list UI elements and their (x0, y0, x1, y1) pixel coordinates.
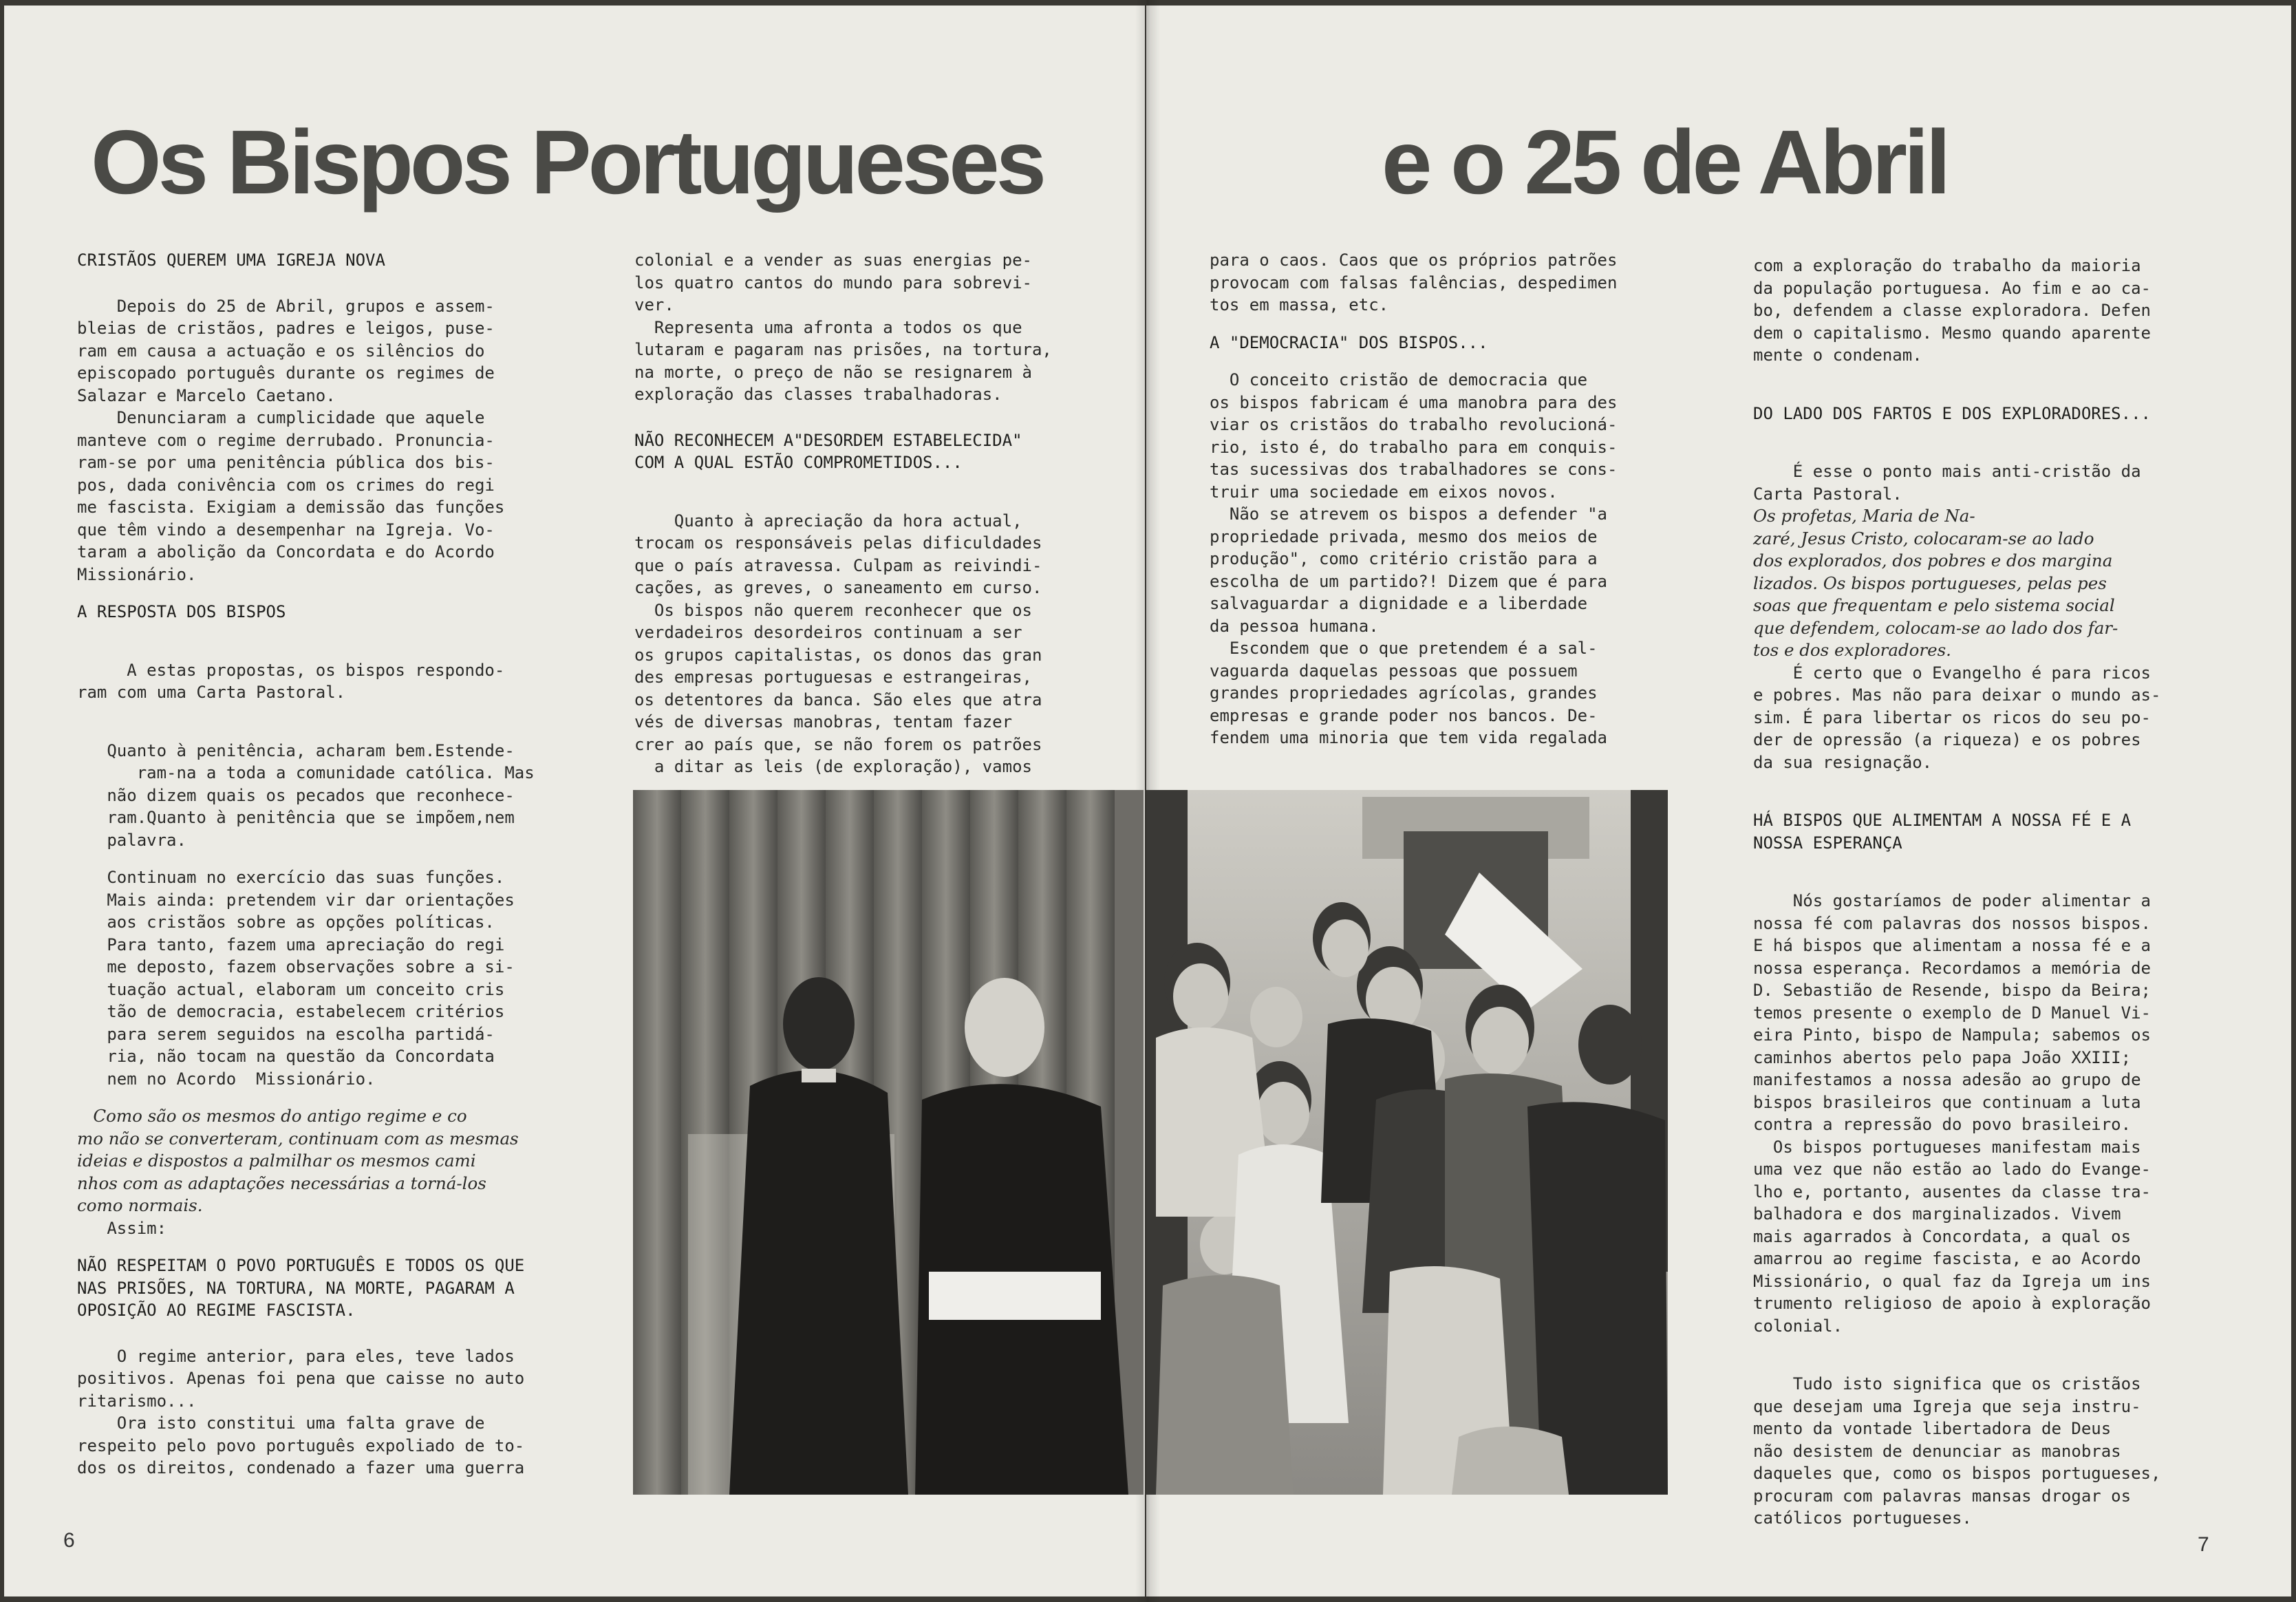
text-line: nossa esperança. Recordamos a memória de (1753, 958, 2151, 978)
text-line: ram-na a toda a comunidade católica. Mas (77, 763, 535, 782)
paragraph (1210, 503, 1677, 637)
text-line: É esse o ponto mais anti-cristão da (1753, 462, 2141, 481)
text-line: e pobres. Mas não para deixar o mundo as- (1753, 685, 2161, 705)
paragraph (634, 317, 1130, 406)
paragraph (77, 866, 586, 1090)
section-heading (1210, 332, 1677, 354)
text-line: respeito pelo povo português expoliado de to- (77, 1435, 525, 1455)
spacer (77, 586, 586, 601)
text-line: DO LADO DOS FARTOS E DOS EXPLORADORES... (1753, 403, 2151, 423)
text-line: D. Sebastião de Resende, bispo da Beira; (1753, 981, 2151, 1000)
text-line: ram.Quanto à penitência que se impõem,nem (77, 808, 515, 827)
text-line: episcopado português durante os regimes de (77, 363, 495, 383)
text-line: Escondem que o que pretendem é a sal- (1210, 639, 1598, 658)
text-line: OPOSIÇÃO AO REGIME FASCISTA. (77, 1301, 356, 1320)
title-right: e o 25 de Abril (1382, 111, 1948, 213)
text-line: Carta Pastoral. (1753, 484, 1902, 504)
paragraph (1753, 662, 2235, 774)
text-line: lutaram e pagaram nas prisões, na tortura, (634, 340, 1052, 359)
spacer (1753, 1337, 2235, 1373)
paragraph (1210, 249, 1677, 317)
text-line: bispos brasileiros que continuam a luta (1753, 1092, 2141, 1112)
text-line: tos e dos exploradores. (1753, 640, 1951, 660)
text-line: O conceito cristão de democracia que (1210, 370, 1588, 389)
text-line: ritarismo... (77, 1391, 197, 1411)
paragraph (1753, 1373, 2235, 1530)
text-line: E há bispos que alimentam a nossa fé e a (1753, 936, 2151, 955)
paragraph (1753, 255, 2235, 367)
text-line: grandes propriedades agrícolas, grandes (1210, 683, 1598, 703)
text-line: ram com uma Carta Pastoral. (77, 683, 346, 702)
text-line: HÁ BISPOS QUE ALIMENTAM A NOSSA FÉ E A (1753, 811, 2132, 830)
text-line: É certo que o Evangelho é para ricos (1753, 663, 2151, 683)
text-line: caminhos abertos pelo papa João XXIII; (1753, 1047, 2132, 1067)
spacer (77, 272, 586, 295)
text-line: não dizem quais os pecados que reconhece- (77, 785, 515, 805)
text-line: mais agarrados à Concordata, a qual os (1753, 1226, 2132, 1246)
text-line: salvaguardar a dignidade e a liberdade (1210, 594, 1588, 613)
text-line: nhos com as adaptações necessárias a torná-los (77, 1173, 486, 1193)
text-line: Denunciaram a cumplicidade que aquele (77, 408, 485, 427)
paragraph (77, 740, 586, 852)
text-line: NÃO RECONHECEM A"DESORDEM ESTABELECIDA" (634, 430, 1022, 450)
text-line: que têm vindo a desempenhar na Igreja. Vo- (77, 520, 495, 540)
spacer (77, 623, 586, 659)
text-line: para serem seguidos na escolha partidá- (77, 1024, 495, 1044)
text-line: soas que frequentam e pelo sistema social (1753, 595, 2115, 615)
paragraph (634, 510, 1130, 599)
text-line: empresas e grande poder nos bancos. De- (1210, 705, 1598, 725)
spacer (77, 1090, 586, 1105)
text-line: NÃO RESPEITAM O POVO PORTUGUÊS E TODOS OS QUE (77, 1256, 525, 1275)
text-line: bleias de cristãos, padres e leigos, puse- (77, 319, 495, 338)
text-line: da população portuguesa. Ao fim e ao ca- (1753, 278, 2151, 298)
text-line: trocam os responsáveis pelas dificuldades (634, 533, 1042, 553)
title-left: Os Bispos Portugueses (91, 111, 1044, 213)
paragraph (1210, 369, 1677, 503)
text-line: que defendem, colocam-se ao lado dos far- (1753, 617, 2118, 638)
text-line: Missionário. (77, 564, 197, 584)
paragraph (1753, 890, 2235, 1136)
text-line: palavra. (77, 830, 186, 850)
spacer (1210, 317, 1677, 332)
text-line: aos cristãos sobre as opções políticas. (77, 912, 495, 932)
text-line: los quatro cantos do mundo para sobrevi- (634, 273, 1032, 292)
spacer (77, 1239, 586, 1254)
text-line: exploração das classes trabalhadoras. (634, 385, 1002, 404)
text-line: tão de democracia, estabelecem critérios (77, 1002, 505, 1021)
text-line: a ditar as leis (de exploração), vamos (634, 757, 1032, 776)
text-line: escolha de um partido?! Dizem que é para (1210, 571, 1607, 591)
text-line: NOSSA ESPERANÇA (1753, 833, 1902, 853)
section-heading (1753, 403, 2235, 425)
section-heading (1753, 809, 2235, 854)
text-line: Salazar e Marcelo Caetano. (77, 385, 336, 405)
spacer (77, 1322, 586, 1345)
text-line: ram em causa a actuação e os silêncios do (77, 341, 485, 361)
text-line: Continuam no exercício das suas funções. (77, 868, 505, 887)
text-line: não desistem de denunciar as manobras (1753, 1441, 2121, 1461)
text-line: balhadora e dos marginalizados. Vivem (1753, 1204, 2121, 1224)
text-line: fendem uma minoria que tem vida regalada (1210, 728, 1607, 747)
text-line: dem o capitalismo. Mesmo quando aparente (1753, 323, 2151, 343)
text-line: A estas propostas, os bispos respondo- (77, 660, 505, 680)
spacer (1753, 854, 2235, 890)
italic-paragraph (1753, 505, 2235, 662)
text-line: produção", como critério cristão para a (1210, 549, 1598, 568)
spacer (77, 704, 586, 740)
text-line: cações, as greves, o saneamento em curso. (634, 578, 1042, 597)
text-line: sim. É para libertar os ricos do seu po- (1753, 707, 2151, 727)
paragraph (77, 659, 586, 704)
text-line: da pessoa humana. (1210, 616, 1379, 636)
text-line: me fascista. Exigiam a demissão das funções (77, 498, 505, 517)
text-line: Nós gostaríamos de poder alimentar a (1753, 891, 2151, 910)
spacer (634, 474, 1130, 510)
spacer (1753, 425, 2235, 460)
text-line: COM A QUAL ESTÃO COMPROMETIDOS... (634, 453, 963, 472)
paragraph (77, 1412, 586, 1480)
text-line: que o país atravessa. Culpam as reivindi- (634, 555, 1042, 575)
text-line: pos, dada conivência com os crimes do regi (77, 475, 495, 495)
text-line: lizados. Os bispos portugueses, pelas pes (1753, 573, 2107, 593)
text-line: mente o condenam. (1753, 345, 1922, 365)
text-line: lho e, portanto, ausentes da classe tra- (1753, 1182, 2151, 1202)
text-line: CRISTÃOS QUEREM UMA IGREJA NOVA (77, 250, 385, 270)
text-column-3 (1210, 249, 1677, 749)
text-line: manteve com o regime derrubado. Pronuncia- (77, 430, 495, 450)
paragraph (77, 295, 586, 407)
text-line: taram a abolição da Concordata e do Acordo (77, 542, 495, 562)
text-line: NAS PRISÕES, NA TORTURA, NA MORTE, PAGARAM A (77, 1278, 515, 1298)
text-line: colonial e a vender as suas energias pe- (634, 250, 1032, 270)
text-line: os bispos fabricam é uma manobra para des (1210, 392, 1618, 412)
text-column-2 (634, 249, 1130, 778)
paragraph (634, 249, 1130, 317)
text-line: Assim: (77, 1218, 167, 1238)
text-line: trumento religioso de apoio à exploração (1753, 1294, 2151, 1313)
text-line: ram-se por uma penitência pública dos bis- (77, 453, 495, 472)
spacer (77, 851, 586, 866)
text-line: mo não se converteram, continuam com as mesmas (77, 1128, 519, 1149)
text-line: vaguarda daquelas pessoas que possuem (1210, 661, 1578, 681)
text-line: Os profetas, Maria de Na- (1753, 506, 1975, 526)
text-line: uma vez que não estão ao lado do Evange- (1753, 1160, 2151, 1179)
text-line: Quanto à penitência, acharam bem.Estende- (77, 740, 515, 760)
paragraph (1753, 1136, 2235, 1338)
text-line: O regime anterior, para eles, teve lados (77, 1346, 515, 1366)
text-line: os grupos capitalistas, os donos das gran (634, 645, 1042, 665)
text-line: Representa uma afronta a todos os que (634, 317, 1022, 337)
text-line: tuação actual, elaboram um conceito cris (77, 979, 505, 999)
spacer (634, 406, 1130, 429)
text-line: vés de diversas manobras, tentam fazer (634, 712, 1013, 731)
text-line: católicos portugueses. (1753, 1508, 1972, 1528)
text-line: tas sucessivas dos trabalhadores se cons- (1210, 460, 1618, 479)
text-line: Missionário, o qual faz da Igreja um ins (1753, 1271, 2151, 1291)
text-line: der de opressão (a riqueza) e os pobres (1753, 730, 2141, 749)
italic-paragraph (77, 1105, 586, 1217)
text-line: positivos. Apenas foi pena que caisse no auto (77, 1369, 525, 1388)
paragraph (634, 599, 1130, 778)
text-line: A "DEMOCRACIA" DOS BISPOS... (1210, 332, 1488, 352)
text-line: viar os cristãos do trabalho revolucioná- (1210, 415, 1618, 434)
photograph-clergy-and-families (633, 790, 1668, 1495)
text-line: ver. (634, 295, 674, 314)
text-line: temos presente o exemplo de D Manuel Vi- (1753, 1003, 2151, 1023)
page-number-right: 7 (2198, 1533, 2209, 1556)
paragraph (1753, 460, 2235, 505)
text-line: dos os direitos, condenado a fazer uma guerra (77, 1458, 525, 1477)
text-line: truir uma sociedade em eixos novos. (1210, 482, 1558, 502)
section-heading (77, 601, 586, 623)
text-line: da sua resignação. (1753, 752, 1933, 772)
text-line: Os bispos portugueses manifestam mais (1753, 1137, 2141, 1157)
text-line: dos explorados, dos pobres e dos margina (1753, 551, 2113, 570)
page-number-left: 6 (63, 1529, 75, 1552)
text-line: Os bispos não querem reconhecer que os (634, 600, 1032, 620)
text-line: manifestamos a nossa adesão ao grupo de (1753, 1070, 2141, 1089)
text-line: Para tanto, fazem uma apreciação do regi (77, 934, 505, 954)
text-line: rio, isto é, do trabalho para em conquis- (1210, 437, 1618, 457)
text-line: como normais. (77, 1195, 203, 1215)
text-line: Não se atrevem os bispos a defender "a (1210, 504, 1607, 524)
spacer (1753, 367, 2235, 403)
paragraph (77, 407, 586, 586)
text-line: me deposto, fazem observações sobre a si- (77, 957, 515, 976)
text-line: tos em massa, etc. (1210, 295, 1389, 314)
text-line: procuram com palavras mansas drogar os (1753, 1486, 2132, 1506)
spacer (1210, 354, 1677, 369)
text-line: daqueles que, como os bispos portugueses, (1753, 1464, 2161, 1483)
text-line: Como são os mesmos do antigo regime e co (77, 1106, 467, 1126)
text-line: amarrou ao regime fascista, e ao Acordo (1753, 1249, 2141, 1268)
text-line: ideias e dispostos a palmilhar os mesmos cami (77, 1151, 476, 1171)
paragraph (1210, 637, 1677, 749)
text-line: bo, defendem a classe exploradora. Defen (1753, 301, 2151, 320)
text-line: provocam com falsas falências, despedimen (1210, 273, 1618, 292)
text-line: nossa fé com palavras dos nossos bispos. (1753, 913, 2151, 933)
text-line: mento da vontade libertadora de Deus (1753, 1419, 2112, 1438)
section-heading (634, 429, 1130, 474)
text-line: des empresas portuguesas e estrangeiras, (634, 668, 1032, 687)
text-line: crer ao país que, se não forem os patrões (634, 734, 1042, 754)
text-line: os detentores da banca. São eles que atra (634, 690, 1042, 709)
text-line: Quanto à apreciação da hora actual, (634, 511, 1022, 531)
paragraph (77, 1217, 586, 1240)
text-line: colonial. (1753, 1316, 1843, 1336)
text-line: Tudo isto significa que os cristãos (1753, 1374, 2141, 1393)
text-line: ria, não tocam na questão da Concordata (77, 1047, 495, 1066)
paragraph (77, 1345, 586, 1413)
text-line: zaré, Jesus Cristo, colocaram-se ao lado (1753, 528, 2094, 548)
spacer (1753, 773, 2235, 809)
text-line: Depois do 25 de Abril, grupos e assem- (77, 296, 495, 316)
text-line: que desejam uma Igreja que seja instru- (1753, 1396, 2141, 1416)
text-column-1 (77, 249, 586, 1480)
text-line: Mais ainda: pretendem vir dar orientações (77, 890, 515, 910)
text-line: com a exploração do trabalho da maioria (1753, 256, 2141, 275)
text-line: propriedade privada, mesmo dos meios de (1210, 526, 1598, 546)
text-line: para o caos. Caos que os próprios patrões (1210, 250, 1618, 270)
text-line: Ora isto constitui uma falta grave de (77, 1413, 485, 1433)
text-line: eira Pinto, bispo de Nampula; sabemos os (1753, 1025, 2151, 1045)
text-line: verdadeiros desordeiros continuam a ser (634, 623, 1022, 642)
text-line: A RESPOSTA DOS BISPOS (77, 602, 286, 621)
section-heading (77, 249, 586, 272)
text-line: contra a repressão do povo brasileiro. (1753, 1115, 2132, 1134)
text-column-4 (1753, 255, 2235, 1530)
section-heading (77, 1254, 586, 1322)
text-line: na morte, o preço de não se resignarem à (634, 362, 1032, 382)
text-line: nem no Acordo Missionário. (77, 1069, 376, 1089)
